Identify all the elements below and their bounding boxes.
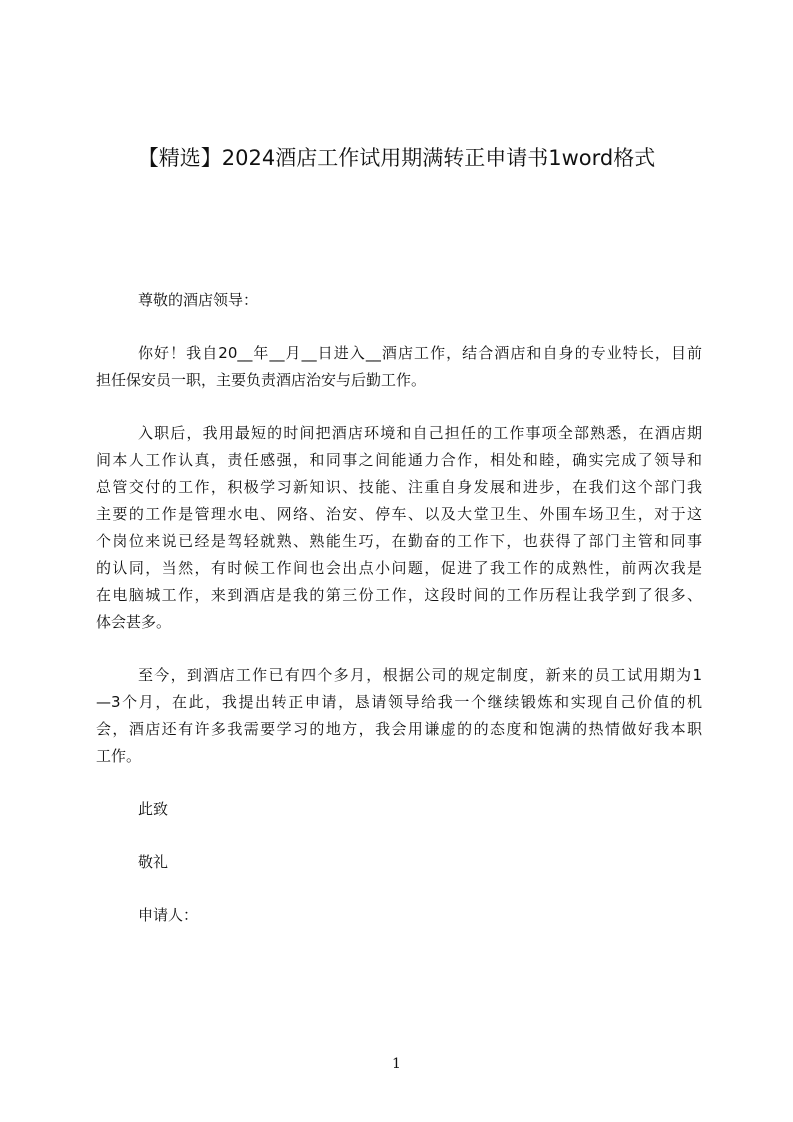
paragraph-line: 担任保安员一职，主要负责酒店治安与后勤工作。 xyxy=(96,371,427,389)
paragraph-line: 总管交付的工作，积极学习新知识、技能、注重自身发展和进步，在我们这个部门我 xyxy=(96,478,702,496)
paragraph-line: 至今，到酒店工作已有四个多月，根据公司的规定制度，新来的员工试用期为1 xyxy=(138,666,702,684)
paragraph-line: 体会甚多。 xyxy=(96,613,172,631)
paragraph-line: 入职后，我用最短的时间把酒店环境和自己担任的工作事项全部熟悉，在酒店期 xyxy=(138,424,702,442)
paragraph-intro xyxy=(96,340,702,394)
paragraph-line: 会，酒店还有许多我需要学习的地方，我会用谦虚的的态度和饱满的热情做好我本职 xyxy=(96,720,702,738)
paragraph-line: 你好！我自20__年__月__日进入__酒店工作，结合酒店和自身的专业特长，目前 xyxy=(138,344,702,362)
paragraph-line: 个岗位来说已经是驾轻就熟、熟能生巧，在勤奋的工作下，也获得了部门主管和同事 xyxy=(96,532,702,550)
paragraph-line: 工作。 xyxy=(96,747,142,765)
closing-regards: 敬礼 xyxy=(138,853,169,871)
document-title: 【精选】2024酒店工作试用期满转正申请书1word格式 xyxy=(137,146,656,170)
paragraph-work-summary xyxy=(96,420,702,636)
paragraph-line: 主要的工作是管理水电、网络、治安、停车、以及大堂卫生、外围车场卫生，对于这 xyxy=(96,505,702,523)
paragraph-line: 间本人工作认真，责任感强，和同事之间能通力合作，相处和睦，确实完成了领导和 xyxy=(96,451,702,469)
paragraph-line: 的认同，当然，有时候工作间也会出点小问题，促进了我工作的成熟性，前两次我是 xyxy=(96,559,702,577)
paragraph-line: 在电脑城工作，来到酒店是我的第三份工作，这段时间的工作历程让我学到了很多、 xyxy=(96,586,702,604)
paragraph-request xyxy=(96,662,702,770)
applicant-signature-label: 申请人： xyxy=(138,906,199,924)
closing-salutation: 此致 xyxy=(138,800,169,818)
paragraph-line: —3个月，在此，我提出转正申请，恳请领导给我一个继续锻炼和实现自己价值的机 xyxy=(96,693,702,711)
page-number: 1 xyxy=(392,1056,401,1072)
salutation: 尊敬的酒店领导： xyxy=(138,291,259,309)
letter-body xyxy=(96,287,702,929)
